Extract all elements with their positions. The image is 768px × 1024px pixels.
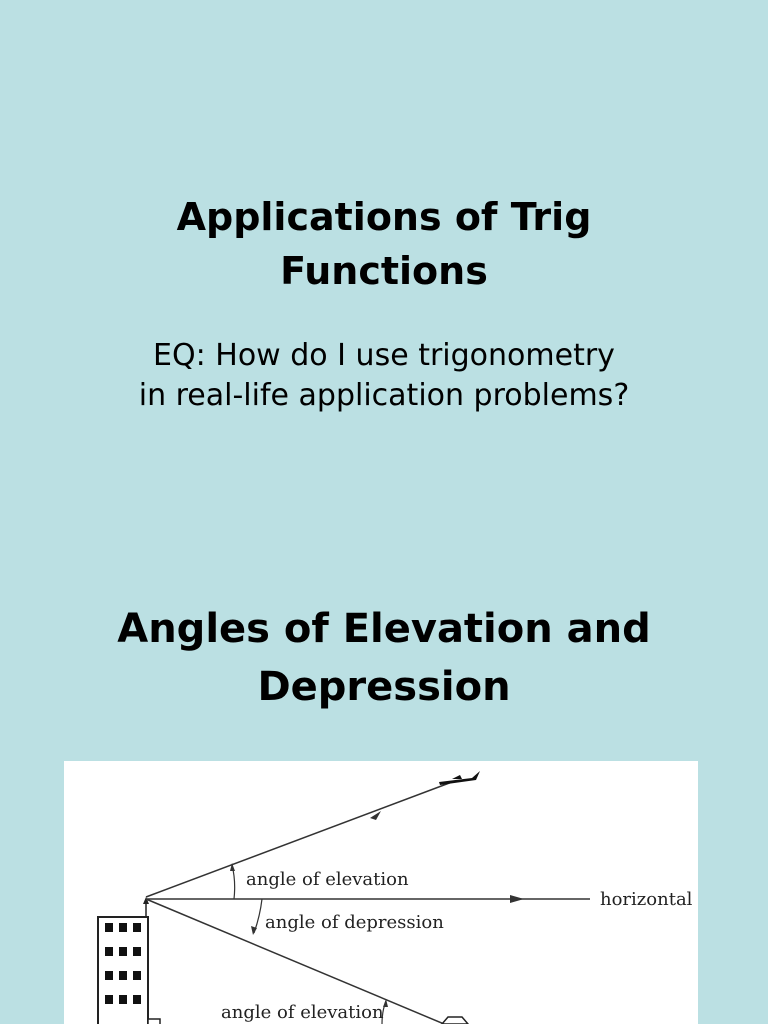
building-icon [98,897,160,1024]
label-horizontal: horizontal [600,889,693,910]
diagram-svg [64,761,698,1024]
label-angle-of-elevation-top: angle of elevation [246,869,409,890]
label-angle-of-depression: angle of depression [265,912,444,933]
airplane-icon [439,771,480,785]
essential-question [0,336,768,416]
slide-2 [0,540,768,1024]
elevation-depression-diagram [64,761,698,1024]
slide-2-title-line-1: Angles of Elevation and [117,606,651,652]
slide-2-title [0,600,768,716]
slide-1-title-line-2: Functions [280,249,488,293]
slide-2-title-line-2: Depression [257,664,511,710]
essential-question-line-1: EQ: How do I use trigonometry [153,338,615,373]
label-angle-of-elevation-bottom: angle of elevation [221,1002,384,1023]
slide-1-title-line-1: Applications of Trig [176,195,592,239]
slide-1-title [0,190,768,298]
essential-question-line-2: in real-life application problems? [138,378,630,413]
car-icon [442,1017,468,1024]
